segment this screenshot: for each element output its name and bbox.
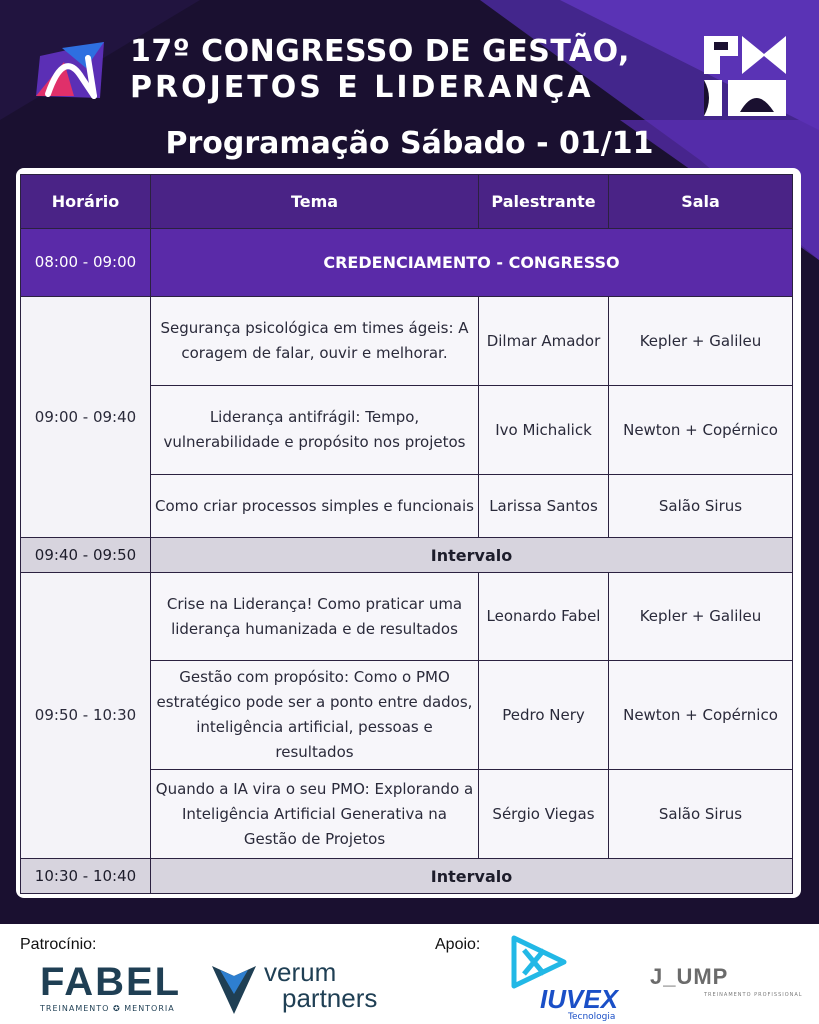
verum-name-line2: partners [282, 983, 378, 1013]
table-row [21, 573, 793, 661]
credenciamento-label: CREDENCIAMENTO - CONGRESSO [151, 229, 793, 297]
palestrante-cell: Leonardo Fabel [479, 573, 609, 661]
time-cell: 09:00 - 09:40 [21, 297, 151, 538]
patrocinio-label: Patrocínio: [20, 936, 97, 953]
iuvex-logo [506, 934, 626, 1024]
time-cell: 09:40 - 09:50 [21, 538, 151, 573]
congress-logo [34, 38, 110, 102]
table-row-interval [21, 859, 793, 894]
verum-name-line1: verum [264, 957, 337, 987]
tema-cell: Gestão com propósito: Como o PMO estratégico pode ser a ponto entre dados, inteligência artificial, pessoas e resultados [151, 661, 479, 770]
apoio-label: Apoio: [435, 936, 481, 953]
tema-cell: Crise na Liderança! Como praticar uma liderança humanizada e de resultados [151, 573, 479, 661]
fabel-logo [40, 960, 200, 1016]
palestrante-cell: Larissa Santos [479, 475, 609, 538]
table-row-interval [21, 538, 793, 573]
play-icon [510, 934, 568, 990]
schedule-subtitle: Programação Sábado - 01/11 [165, 126, 654, 161]
interval-label: Intervalo [151, 538, 793, 573]
sala-cell: Salão Sirus [609, 770, 793, 859]
schedule-table [20, 174, 793, 894]
verum-mark-icon [212, 966, 256, 1014]
interval-label: Intervalo [151, 859, 793, 894]
sala-cell: Kepler + Galileu [609, 297, 793, 386]
sala-cell: Kepler + Galileu [609, 573, 793, 661]
event-title-line2: PROJETOS E LIDERANÇA [130, 70, 594, 105]
column-header-horario: Horário [21, 175, 151, 229]
tema-cell: Liderança antifrágil: Tempo, vulnerabilidade e propósito nos projetos [151, 386, 479, 475]
fabel-tagline: TREINAMENTO ✪ MENTORIA [40, 1004, 175, 1013]
table-header-row [21, 175, 793, 229]
sala-cell: Newton + Copérnico [609, 661, 793, 770]
palestrante-cell: Sérgio Viegas [479, 770, 609, 859]
tema-cell: Como criar processos simples e funcionais [151, 475, 479, 538]
time-cell: 10:30 - 10:40 [21, 859, 151, 894]
sala-cell: Newton + Copérnico [609, 386, 793, 475]
fabel-name: FABEL [40, 960, 182, 1004]
tema-cell: Quando a IA vira o seu PMO: Explorando a Inteligência Artificial Generativa na Gestão de Projetos [151, 770, 479, 859]
verum-logo [212, 958, 402, 1018]
sala-cell: Salão Sirus [609, 475, 793, 538]
iuvex-sub: Tecnologia [568, 1012, 616, 1022]
time-cell: 09:50 - 10:30 [21, 573, 151, 859]
column-header-sala: Sala [609, 175, 793, 229]
jump-name: J_UMP [650, 964, 729, 989]
palestrante-cell: Dilmar Amador [479, 297, 609, 386]
jump-logo [650, 964, 803, 1004]
palestrante-cell: Pedro Nery [479, 661, 609, 770]
column-header-palestrante: Palestrante [479, 175, 609, 229]
table-row-credenciamento [21, 229, 793, 297]
iuvex-name: IUVEX [540, 984, 619, 1014]
event-title [130, 34, 650, 106]
tema-cell: Segurança psicológica em times ágeis: A coragem de falar, ouvir e melhorar. [151, 297, 479, 386]
jump-sub: TREINAMENTO PROFISSIONAL [704, 992, 803, 998]
pmi-logo [702, 34, 788, 118]
palestrante-cell: Ivo Michalick [479, 386, 609, 475]
column-header-tema: Tema [151, 175, 479, 229]
time-cell: 08:00 - 09:00 [21, 229, 151, 297]
event-title-line1: 17º CONGRESSO DE GESTÃO, [130, 34, 630, 69]
table-row [21, 297, 793, 386]
